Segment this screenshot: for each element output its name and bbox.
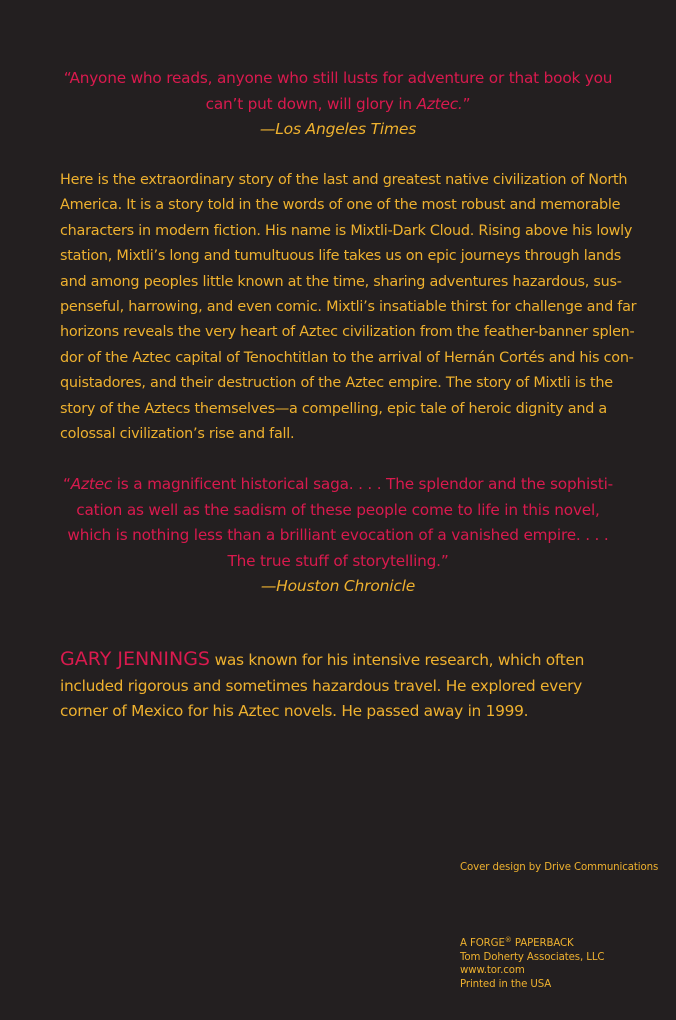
book-title: Aztec. <box>416 94 463 113</box>
quote-text: ” <box>462 94 471 113</box>
quote-line: which is nothing less than a brilliant evocation of a vanished empire. . . . <box>67 526 609 544</box>
description-line: Here is the extraordinary story of the last and greatest native civilization of North <box>60 172 628 188</box>
description-line: America. It is a story told in the words of one of the most robust and memorable <box>60 197 621 214</box>
publisher-info <box>460 934 604 991</box>
imprint-line <box>460 934 604 951</box>
description-line: dor of the Aztec capital of Tenochtitlan to the arrival of Hernán Cortés and his con- <box>60 349 634 366</box>
book-title: Aztec <box>70 475 113 493</box>
description-line: station, Mixtli’s long and tumultuous life takes us on epic journeys through lands <box>60 248 622 265</box>
description-line: colossal civilization’s rise and fall. <box>60 426 295 443</box>
description-line: penseful, harrowing, and even comic. Mixtli’s insatiable thirst for challenge and far <box>60 299 637 316</box>
bio-line: corner of Mexico for his Aztec novels. He passed away in 1999. <box>60 702 529 720</box>
bio-line <box>60 647 620 674</box>
quote-line: The true stuff of storytelling.” <box>227 551 449 570</box>
book-description <box>60 168 637 447</box>
cover-design-credit: Cover design by Drive Communications <box>460 862 659 873</box>
author-name: GARY JENNINGS <box>60 648 210 670</box>
printed-in: Printed in the USA <box>460 978 552 990</box>
description-line: quistadores, and their destruction of the Aztec empire. The story of Mixtli is the <box>60 375 613 392</box>
description-line: horizons reveals the very heart of Aztec civilization from the feather-banner splen- <box>60 324 635 341</box>
quote-line <box>58 92 618 118</box>
bio-text: was known for his intensive research, which often <box>210 651 585 669</box>
registered-mark: ® <box>504 936 512 944</box>
publisher-website: www.tor.com <box>460 965 525 977</box>
publisher-name: Tom Doherty Associates, LLC <box>460 951 605 963</box>
bio-line: included rigorous and sometimes hazardous travel. He explored every <box>60 676 582 695</box>
quote-line <box>58 472 618 498</box>
quote-houston-chronicle <box>58 472 618 600</box>
imprint-text: A FORGE <box>460 938 505 949</box>
author-bio <box>60 647 620 725</box>
description-line: and among peoples little known at the time, sharing adventures hazardous, sus- <box>60 273 622 290</box>
imprint-text: PAPERBACK <box>511 938 574 949</box>
description-line: story of the Aztecs themselves—a compelling, epic tale of heroic dignity and a <box>60 400 607 417</box>
quote-line: cation as well as the sadism of these people come to life in this novel, <box>76 500 600 519</box>
quote-text: is a magnificent historical saga. . . . The splendor and the sophisti- <box>112 475 613 493</box>
quote-text: “ <box>63 475 71 493</box>
quote-attribution: —Houston Chronicle <box>260 577 416 595</box>
quote-los-angeles-times <box>58 66 618 143</box>
description-line: characters in modern fiction. His name is Mixtli-Dark Cloud. Rising above his lowly <box>60 222 633 239</box>
quote-text: can’t put down, will glory in <box>205 94 417 113</box>
quote-attribution: —Los Angeles Times <box>259 120 417 138</box>
quote-line: “Anyone who reads, anyone who still lusts for adventure or that book you <box>63 69 613 87</box>
